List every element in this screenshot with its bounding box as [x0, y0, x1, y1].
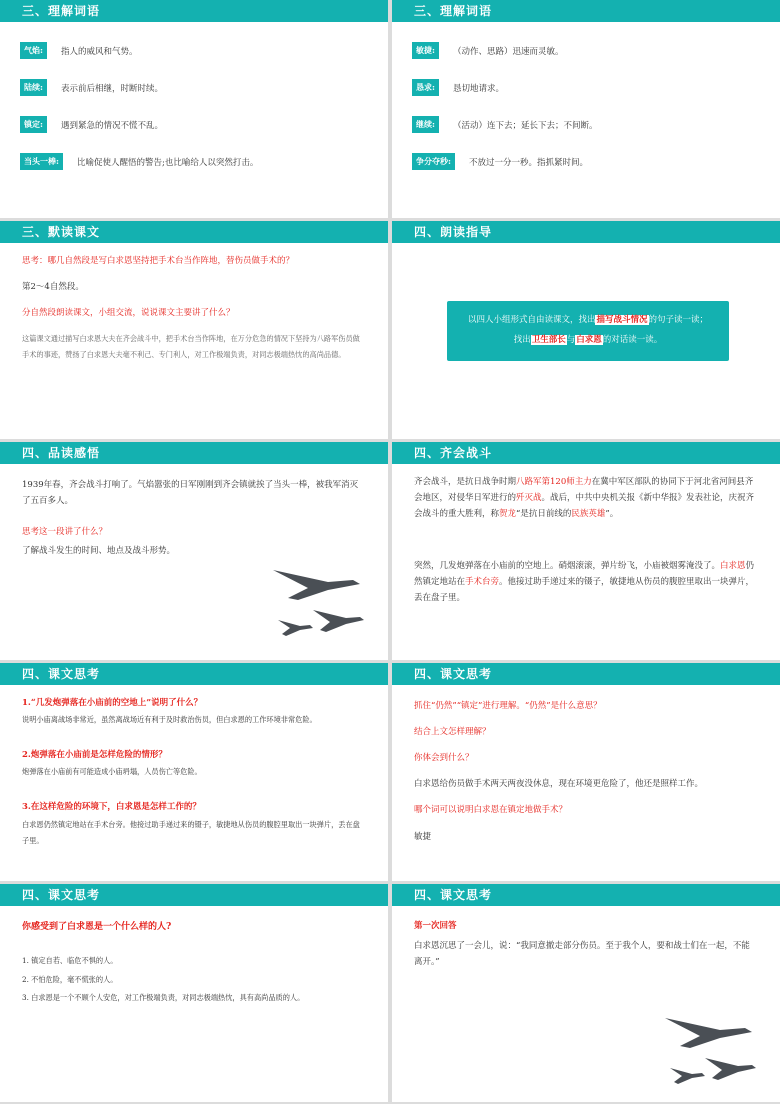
vocab-def: （活动）连下去；延长下去；不间断。	[452, 120, 598, 131]
task-line-1	[447, 311, 729, 331]
list-item: 1. 镇定自若、临危不惧的人。	[22, 956, 118, 965]
paragraph-2	[414, 558, 758, 606]
text: ”。	[605, 509, 619, 520]
answer-heading: 第一次回答	[414, 921, 457, 931]
prompt-3: 你体会到什么？	[414, 753, 474, 763]
highlight: 八路军第120师主力	[516, 477, 592, 487]
slide-title: 三、理解词语	[392, 0, 780, 22]
highlight: 白求恩	[720, 561, 746, 571]
vocab-row	[412, 116, 597, 133]
reading-task-box	[447, 301, 729, 361]
vocab-tag: 继续:	[412, 116, 439, 133]
vocab-row	[412, 153, 588, 170]
paragraph-1	[414, 474, 758, 522]
answer: 了解战斗发生的时间、地点及战斗形势。	[22, 546, 176, 556]
quote: 白求恩沉思了一会儿，说：“我同意撤走部分伤员。至于我个人，要和战士们在一起，不能离开。”	[414, 941, 750, 968]
question-2: 分自然段朗读课文，小组交流，说说课文主要讲了什么？	[22, 308, 235, 318]
fighter-jet-icon	[268, 550, 368, 650]
slide-title: 四、课文思考	[0, 884, 388, 906]
highlight: 手术台旁	[465, 577, 500, 588]
vocab-def: 指人的威风和气势。	[60, 46, 138, 57]
vocab-tag: 陆续:	[20, 79, 47, 96]
vocab-row	[20, 153, 258, 170]
vocab-def: 不放过一分一秒。指抓紧时间。	[468, 157, 588, 168]
text: “是抗日前线的	[516, 509, 572, 520]
answer-2: 炮弹落在小庙前有可能造成小庙坍塌，人员伤亡等危险。	[22, 767, 202, 776]
prompt-4: 哪个词可以说明白求恩在镇定地做手术？	[414, 805, 568, 815]
task-highlight: 描写战斗情况	[596, 315, 648, 325]
highlight: 民族英雄	[571, 509, 606, 520]
slide-appreciation	[0, 442, 388, 660]
text: 突然，几发炮弹落在小庙前的空地上。硝烟滚滚，弹片纷飞，小庙被烟雾淹没了。	[414, 561, 721, 571]
vocab-def: 恳切地请求。	[452, 83, 504, 94]
slide-title: 三、理解词语	[0, 0, 388, 22]
vocab-row	[20, 79, 163, 96]
task-text: 的对话读一读。	[602, 334, 663, 345]
vocab-def: 表示前后相继，时断时续。	[60, 83, 163, 94]
slide-thinking-2	[392, 663, 780, 881]
text: 。战后，中共中央机关报《新中华报》发表社论，庆祝齐会战斗的重大胜利，称	[414, 493, 755, 520]
slide-reading-guide	[392, 221, 780, 439]
vocab-def: （动作、思路）迅速而灵敏。	[452, 46, 564, 57]
answer-1: 说明小庙离战场非常近，虽然离战场近有利于及时救治伤员，但白求恩的工作环境非常危险。	[22, 715, 317, 724]
slide-title: 三、默读课文	[0, 221, 388, 243]
slide-thinking-1	[0, 663, 388, 881]
slide-qihui-battle	[392, 442, 780, 660]
vocab-tag: 敏捷:	[412, 42, 439, 59]
vocab-def: 遇到紧急的情况不慌不乱。	[60, 120, 163, 131]
slide-silent-reading	[0, 221, 388, 439]
text: 齐会战斗，是抗日战争时期	[414, 477, 517, 487]
answer: 白求恩给伤员做手术两天两夜没休息，现在环境更危险了，他还是照样工作。	[414, 779, 704, 789]
slide-title: 四、品读感悟	[0, 442, 388, 464]
answer-list	[22, 952, 366, 1008]
list-item: 2. 不怕危险，毫不慌张的人。	[22, 974, 118, 984]
fighter-jet-icon	[660, 998, 760, 1098]
text: 在冀中军区部队的协同下于河北省河间县齐会地区，对侵华日军进行的	[414, 477, 754, 504]
slide-title: 四、朗读指导	[392, 221, 780, 243]
slide-vocab-2	[392, 0, 780, 218]
vocab-def: 比喻促使人醒悟的警告;也比喻给人以突然打击。	[76, 157, 259, 168]
vocab-tag: 恳求:	[412, 79, 439, 96]
slide-thinking-4	[392, 884, 780, 1102]
task-text: 找出	[513, 334, 531, 345]
slide-title: 四、齐会战斗	[392, 442, 780, 464]
vocab-row	[20, 42, 137, 59]
list-item: 3. 白求恩是一个不顾个人安危，对工作极端负责，对同志极端热忱，具有高尚品质的人。	[22, 993, 305, 1003]
slide-title: 四、课文思考	[392, 663, 780, 685]
question: 你感受到了白求恩是一个什么样的人?	[22, 922, 172, 932]
task-highlight: 白求恩	[576, 334, 602, 345]
task-text: 以四人小组形式自由读课文，找出	[467, 315, 596, 325]
paragraph: 1939年春，齐会战斗打响了。气焰嚣张的日军刚刚到齐会镇就挨了当头一棒，被我军消灭了五百多人。	[22, 480, 359, 507]
slide-thinking-3	[0, 884, 388, 1102]
highlight: 歼灭战	[516, 493, 542, 504]
prompt-1: 抓住“仍然”“镇定”进行理解。“仍然”是什么意思？	[414, 701, 602, 711]
vocab-tag: 当头一棒:	[20, 153, 63, 170]
vocab-row	[20, 116, 163, 133]
answer-word: 敏捷	[414, 832, 432, 842]
task-text: 与	[566, 334, 576, 345]
task-highlight: 卫生部长	[531, 334, 566, 345]
question-1: 思考：哪几自然段是写白求恩坚持把手术台当作阵地，替伤员做手术的？	[22, 256, 295, 266]
text: 仍然镇定地站在	[414, 561, 755, 588]
task-text: 的句子读一读；	[648, 315, 709, 325]
task-line-2	[447, 331, 729, 351]
question-3: 3.在这样危险的环境下，白求恩是怎样工作的？	[22, 802, 201, 812]
vocab-tag: 镇定:	[20, 116, 47, 133]
prompt-2: 结合上文怎样理解？	[414, 727, 491, 737]
highlight: 贺龙	[499, 509, 517, 520]
question-2: 2.炮弹落在小庙前是怎样危险的情形？	[22, 750, 167, 760]
question: 思考这一段讲了什么？	[22, 527, 108, 537]
slide-title: 四、课文思考	[392, 884, 780, 906]
answer-1: 第2～4自然段。	[22, 282, 84, 292]
answer-3: 白求恩仍然镇定地站在手术台旁。他接过助手递过来的镊子，敏捷地从伤员的腹腔里取出一块弹片，丢在盘子里。	[22, 820, 360, 845]
answer-2: 这篇课文通过描写白求恩大夫在齐会战斗中，把手术台当作阵地，在万分危急的情况下坚持为八路军伤员做手术的事迹，赞扬了白求恩大夫毫不利己、专门利人，对工作极端负责，对同志极端热忱的高尚品德。	[22, 334, 360, 359]
question-1: 1.“几发炮弹落在小庙前的空地上”说明了什么？	[22, 698, 203, 708]
vocab-row	[412, 42, 563, 59]
vocab-tag: 气焰:	[20, 42, 47, 59]
slide-title: 四、课文思考	[0, 663, 388, 685]
text: 。他接过助手递过来的镊子，敏捷地从伤员的腹腔里取出一块弹片，丢在盘子里。	[414, 577, 755, 604]
vocab-tag: 争分夺秒:	[412, 153, 455, 170]
slide-vocab-1	[0, 0, 388, 218]
vocab-row	[412, 79, 504, 96]
